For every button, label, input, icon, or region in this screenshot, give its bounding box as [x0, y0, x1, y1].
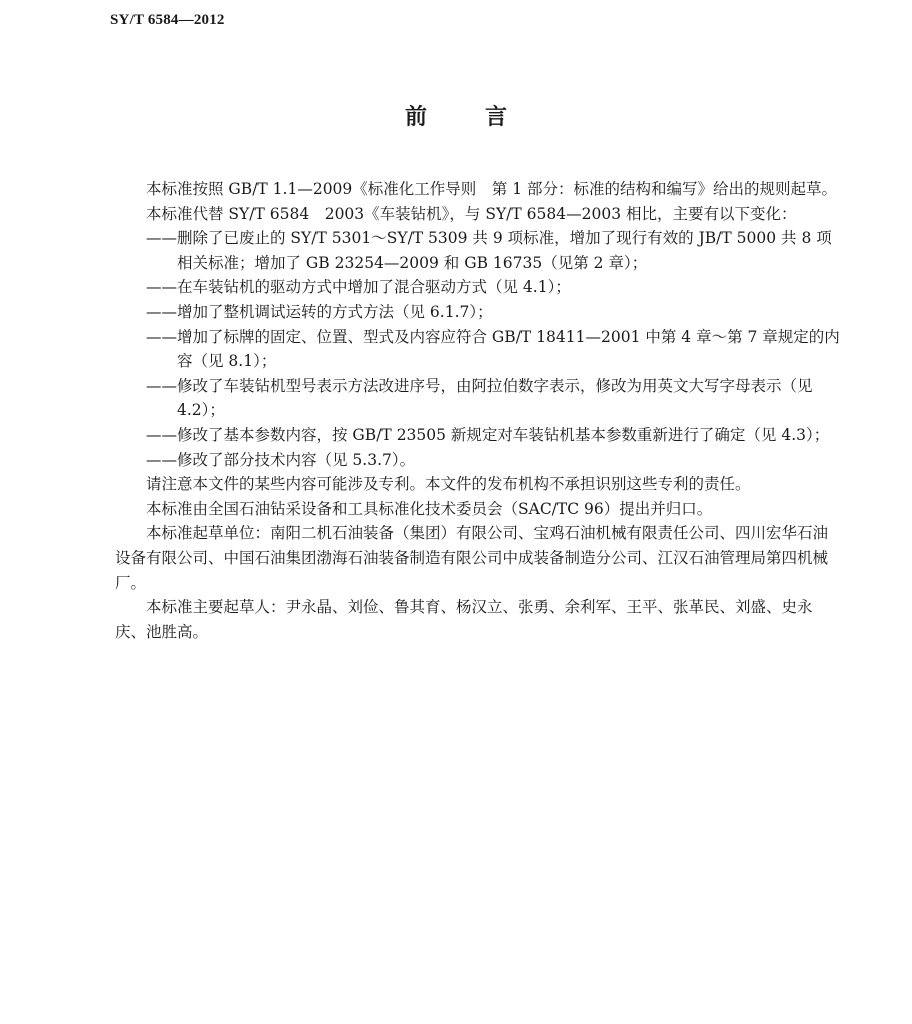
title-char-2: 言: [485, 105, 508, 130]
change-item: ——修改了车装钻机型号表示方法改进序号，由阿拉伯数字表示，修改为用英文大写字母表示（见 4.2）；: [146, 376, 813, 420]
title-char-1: 前: [404, 105, 427, 130]
change-item: ——删除了已废止的 SY/T 5301～SY/T 5309 共 9 项标准，增加了现行有效的 JB/T 5000 共 8 项相关标准；增加了 GB 23254—2009 和 GB 16735（见第 2 章）；: [146, 229, 832, 272]
change-item: ——增加了标牌的固定、位置、型式及内容应符合 GB/T 18411—2001 中第 4 章～第 7 章规定的内容（见 8.1）；: [146, 327, 840, 371]
change-item: ——修改了基本参数内容，按 GB/T 23505 新规定对车装钻机基本参数重新进行了确定（见 4.3）；: [146, 425, 830, 444]
page-title: [0, 100, 912, 131]
paragraph-proposer: 本标准由全国石油钻采设备和工具标准化技术委员会（SAC/TC 96）提出并归口。: [146, 499, 713, 518]
change-item: ——增加了整机调试运转的方式方法（见 6.1.7）；: [146, 302, 493, 321]
paragraph-drafters: 本标准主要起草人：尹永晶、刘俭、鲁其育、杨汉立、张勇、余利军、王平、张革民、刘盛、史永庆、池胜高。: [115, 598, 813, 641]
change-item: ——修改了部分技术内容（见 5.3.7）。: [146, 450, 416, 469]
paragraph-replacement: 本标准代替 SY/T 6584 2003《车装钻机》，与 SY/T 6584—2003 相比，主要有以下变化：: [146, 204, 797, 223]
document-number: SY/T 6584—2012: [110, 12, 225, 28]
paragraph-drafting-units: 本标准起草单位：南阳二机石油装备（集团）有限公司、宝鸡石油机械有限责任公司、四川宏华石油设备有限公司、中国石油集团渤海石油装备制造有限公司中成装备制造分公司、江汉石油管理局第四机械厂。: [115, 524, 829, 592]
foreword-body: [115, 177, 843, 644]
paragraph-patent-notice: 请注意本文件的某些内容可能涉及专利。本文件的发布机构不承担识别这些专利的责任。: [146, 475, 751, 494]
paragraph-drafting-rules: 本标准按照 GB/T 1.1—2009《标准化工作导则 第 1 部分：标准的结构和编写》给出的规则起草。: [146, 180, 838, 198]
change-item: ——在车装钻机的驱动方式中增加了混合驱动方式（见 4.1）；: [146, 278, 571, 297]
